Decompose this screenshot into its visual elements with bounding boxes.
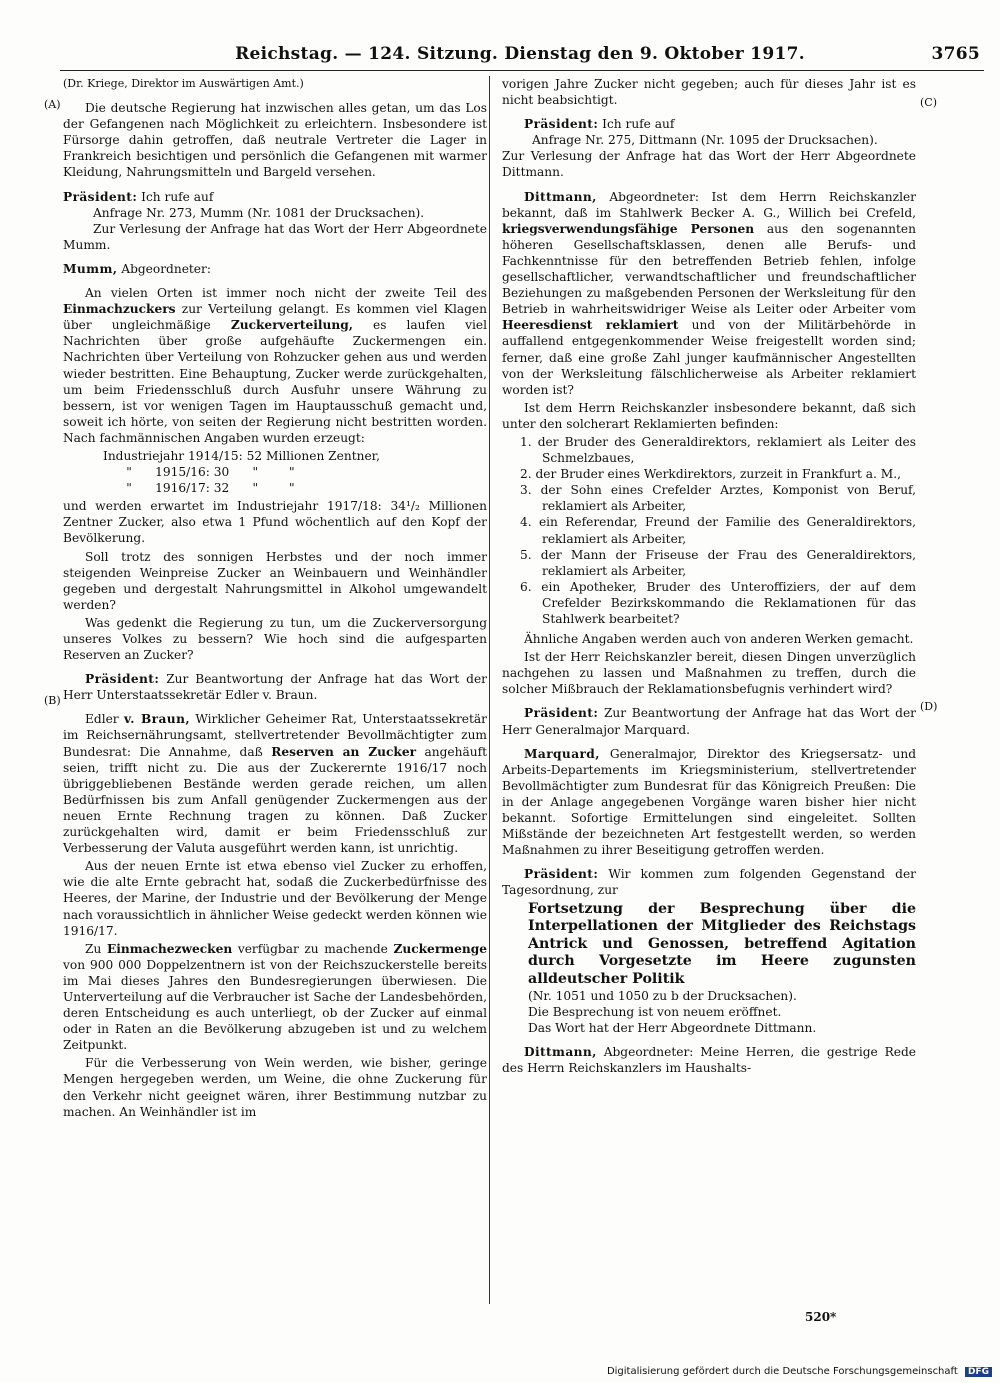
paragraph: Edler v. Braun, Wirklicher Geheimer Rat, Unterstaatssekretär im Reichsernährungsamt, stellvertretender Bevollmächtigter zum Bundesrat: Die Annahme, daß Reserven an Zucker angehäuft seien, trifft nicht zu. Die aus der Zuckerernte 1916/17 noch übriggebliebenen Bestände werden gerade reichen, um allen Bedürfnissen bis zum Anfall genügender Zuckermengen aus der neuen Ernte Rechnung tragen zu können. Daß Zucker zurückgehalten wird, damit er beim Friedensschluß zur Verbesserung der Valuta ausgeführt werden kann, ist unrichtig.: [63, 712, 488, 856]
speaker-name: Mumm,: [63, 261, 118, 276]
paragraph: und werden erwartet im Industriejahr 1917/18: 34¹/₂ Millionen Zentner Zucker, also etwa 1 Pfund wöchentlich auf den Kopf der Bevölkerung.: [63, 499, 487, 546]
paragraph: Die deutsche Regierung hat inzwischen alles getan, um das Los der Gefangenen nach Möglichkeit zu erleichtern. Insbesondere ist Fürsorge dahin getroffen, daß neutrale Vertreter die Lager in Frankreich besichtigen und persönlich die Gefangenen mit warmer Kleidung, Nahrungsmitteln und Bargeld versehen.: [63, 101, 487, 180]
speaker-name: Dittmann,: [524, 189, 597, 204]
reclaimed-persons-list: [502, 434, 916, 627]
paragraph: vorigen Jahre Zucker nicht gegeben; auch für dieses Jahr ist es nicht beabsichtigt.: [502, 77, 916, 108]
speaker-attribution: (Dr. Kriege, Direktor im Auswärtigen Amt.): [63, 77, 304, 90]
paragraph: Was gedenkt die Regierung zu tun, um die Zuckerversorgung unseres Volkes zu bessern? Wie hoch sind die aufgesparten Reserven an Zucker?: [63, 615, 487, 663]
footer-credit: [607, 1366, 992, 1377]
paragraph: Präsident: Wir kommen zum folgenden Gegenstand der Tagesordnung, zur: [502, 867, 917, 898]
paragraph: Präsident: Zur Beantwortung der Anfrage hat das Wort der Herr Unterstaatssekretär Edler v. Braun.: [63, 672, 488, 703]
paragraph: Zu Einmachezwecken verfügbar zu machende Zuckermenge von 900 000 Doppelzentnern ist von der Reichszuckerstelle bereits im Mai dieses Jahres den Bundesregierungen überwiesen. Die Unterverteilung auf die Verbraucher ist Sache der Landesbehörden, deren Entscheidung es auch unterliegt, ob der Zucker auf einmal oder in Raten an die Bevölkerung abzugeben ist und zu welchem Zeitpunkt.: [63, 941, 488, 1053]
left-column: [63, 76, 487, 1128]
signature-mark: 520*: [805, 1310, 837, 1324]
list-item: 6. ein Apotheker, Bruder des Unteroffiziers, der auf dem Crefelder Bezirkskommando die Reklamationen für das Stahlwerk bearbeitet?: [520, 579, 916, 626]
paragraph: Präsident: Ich rufe auf Anfrage Nr. 275, Dittmann (Nr. 1095 der Drucksachen). Zur Verlesung der Anfrage hat das Wort der Herr Abgeordnete Dittmann.: [502, 117, 916, 180]
paragraph: Dittmann, Abgeordneter: Meine Herren, die gestrige Rede des Herrn Reichskanzlers im Haushalts-: [502, 1045, 917, 1076]
list-item: 4. ein Referendar, Freund der Familie des Generaldirektors, reklamiert als Arbeiter,: [520, 515, 916, 546]
list-item: 5. der Mann der Friseuse der Frau des Generaldirektors, reklamiert als Arbeiter,: [520, 547, 916, 578]
paragraph: Die Besprechung ist von neuem eröffnet.: [528, 1005, 782, 1020]
running-header: [60, 44, 980, 70]
table-row: Industriejahr 1914/15: 52 Millionen Zentner,: [103, 448, 381, 463]
paragraph: Mumm, Abgeordneter:: [63, 261, 211, 276]
header-rule: [60, 70, 984, 71]
speaker-name: Marquard,: [524, 746, 600, 761]
footer-text: Digitalisierung gefördert durch die Deutsche Forschungsgemeinschaft: [606, 1366, 958, 1377]
table-row: " 1915/16: 30 " ": [103, 465, 295, 480]
speaker-name: v. Braun,: [123, 712, 190, 727]
paragraph: Aus der neuen Ernte ist etwa ebenso viel Zucker zu erhoffen, wie die alte Ernte gebracht hat, sodaß die Zuckerbedürfnisse des Heeres, der Marine, der Industrie und der Bevölkerung der Menge nach voraussichtlich in ähnlicher Weise gedeckt werden können wie 1916/17.: [63, 859, 487, 938]
paragraph: Präsident: Ich rufe auf Anfrage Nr. 273, Mumm (Nr. 1081 der Drucksachen). Zur Verlesung der Anfrage hat das Wort der Herr Abgeordnete Mumm.: [63, 189, 487, 252]
paragraph: Präsident: Zur Beantwortung der Anfrage hat das Wort der Herr Generalmajor Marquard.: [502, 706, 917, 737]
dfg-logo-icon: DFG: [965, 1367, 992, 1377]
paragraph: Ähnliche Angaben werden auch von anderen Werken gemacht.: [524, 632, 914, 647]
margin-marker-d: (D): [920, 700, 938, 713]
margin-marker-c: (C): [920, 96, 937, 109]
list-item: 3. der Sohn eines Crefelder Arztes, Komponist von Beruf, reklamiert als Arbeiter,: [520, 483, 916, 514]
column-divider: [489, 76, 490, 1304]
margin-marker-a: (A): [44, 98, 61, 111]
table-row: " 1916/17: 32 " ": [103, 481, 295, 496]
paragraph: Für die Verbesserung von Wein werden, wie bisher, geringe Mengen hergegeben werden, um Weine, die ohne Zuckerung für den Verkehr nicht geeignet wären, ihrer Bestimmung nutzbar zu machen. An Weinhändler ist im: [63, 1056, 487, 1119]
paragraph: Soll trotz des sonnigen Herbstes und der noch immer steigenden Weinpreise Zucker an Weinbauern und Weinhändler gegeben und dergestalt Nahrungsmittel in Alkohol umgewandelt werden?: [63, 549, 487, 612]
speaker-name: Präsident:: [524, 117, 599, 132]
speaker-name: Präsident:: [524, 867, 599, 882]
speaker-name: Präsident:: [63, 189, 138, 204]
speaker-name: Präsident:: [85, 672, 160, 687]
paragraph: Ist dem Herrn Reichskanzler insbesondere bekannt, daß sich unter den solcherart Reklamierten befinden:: [502, 400, 916, 431]
margin-marker-b: (B): [44, 694, 61, 707]
speaker-name: Dittmann,: [524, 1045, 597, 1060]
list-item: 1. der Bruder des Generaldirektors, reklamiert als Leiter des Schmelzbaues,: [520, 434, 916, 466]
paragraph: (Nr. 1051 und 1050 zu b der Drucksachen).: [528, 989, 797, 1003]
list-item: 2. der Bruder eines Werkdirektors, zurzeit in Frankfurt a. M.,: [520, 467, 902, 482]
page-number: 3765: [931, 44, 980, 64]
paragraph: Dittmann, Abgeordneter: Ist dem Herrn Reichskanzler bekannt, daß im Stahlwerk Becker A. G., Willich bei Crefeld, kriegsverwendungsfähige Personen aus den sogenannten höheren Gesellschaftsklassen, denen alle Berufs- und Fachkenntnisse für den betreffenden Betrieb fehlen, infolge gesellschaftlicher, verwandtschaftlicher und freundschaftlicher Beziehungen zu maßgebenden Personen der Werksleitung für den Betrieb in wahrheitswidriger Weise als Leiter oder Arbeiter vom Heeresdienst reklamiert und von der Militärbehörde in auffallend entgegenkommender Weise freigestellt worden sind; ferner, daß eine große Zahl junger kaufmännischer Angestellten von der Werksleitung fälschlicherweise als Arbeiter reklamiert worden ist?: [502, 189, 917, 397]
agenda-item-heading: Fortsetzung der Besprechung über die Interpellationen der Mitglieder des Reichstags Antrick und Genossen, betreffend Agitation durch Vorgesetzte im Heere zugunsten alldeutscher Politik: [528, 900, 916, 987]
paragraph: Marquard, Generalmajor, Direktor des Kriegsersatz- und Arbeits-Departements im Kriegsministerium, stellvertretender Bevollmächtigter zum Bundesrat für das Königreich Preußen: Die in der Anlage angegebenen Vorgänge waren bisher hier nicht bekannt. Sofortige Ermittelungen sind eingeleitet. Sollten Mißstände der bezeichneten Art festgestellt werden, so werden Maßnahmen zu ihrer Beseitigung getroffen werden.: [502, 746, 917, 858]
speaker-name: Präsident:: [524, 706, 599, 721]
paragraph: Ist der Herr Reichskanzler bereit, diesen Dingen unverzüglich nachgehen zu lassen und Maßnahmen zu treffen, durch die solcher Mißbrauch der Reklamationsbefugnis verhindert wird?: [502, 650, 916, 697]
paragraph: An vielen Orten ist immer noch nicht der zweite Teil des Einmachzuckers zur Verteilung gelangt. Es kommen viel Klagen über ungleichmäßige Zuckerverteilung, es laufen viel Nachrichten über große aufgehäufte Zuckermengen ein. Nachrichten über Verteilung von Rohzucker gehen aus und werden wieder bestritten. Eine Behauptung, Zucker werde zurückgehalten, um beim Friedensschluß durch Ausfuhr unsere Währung zu bessern, ist vor wenigen Tagen im Hauptausschuß gemacht und, soweit ich hörte, von seiten der Regierung nicht bestritten worden. Nach fachmännischen Angaben wurden erzeugt:: [63, 286, 488, 445]
running-title: Reichstag. — 124. Sitzung. Dienstag den 9. Oktober 1917.: [235, 44, 805, 64]
right-column: [502, 76, 916, 1084]
production-table: [103, 448, 487, 496]
paragraph: Das Wort hat der Herr Abgeordnete Dittmann.: [528, 1021, 817, 1036]
